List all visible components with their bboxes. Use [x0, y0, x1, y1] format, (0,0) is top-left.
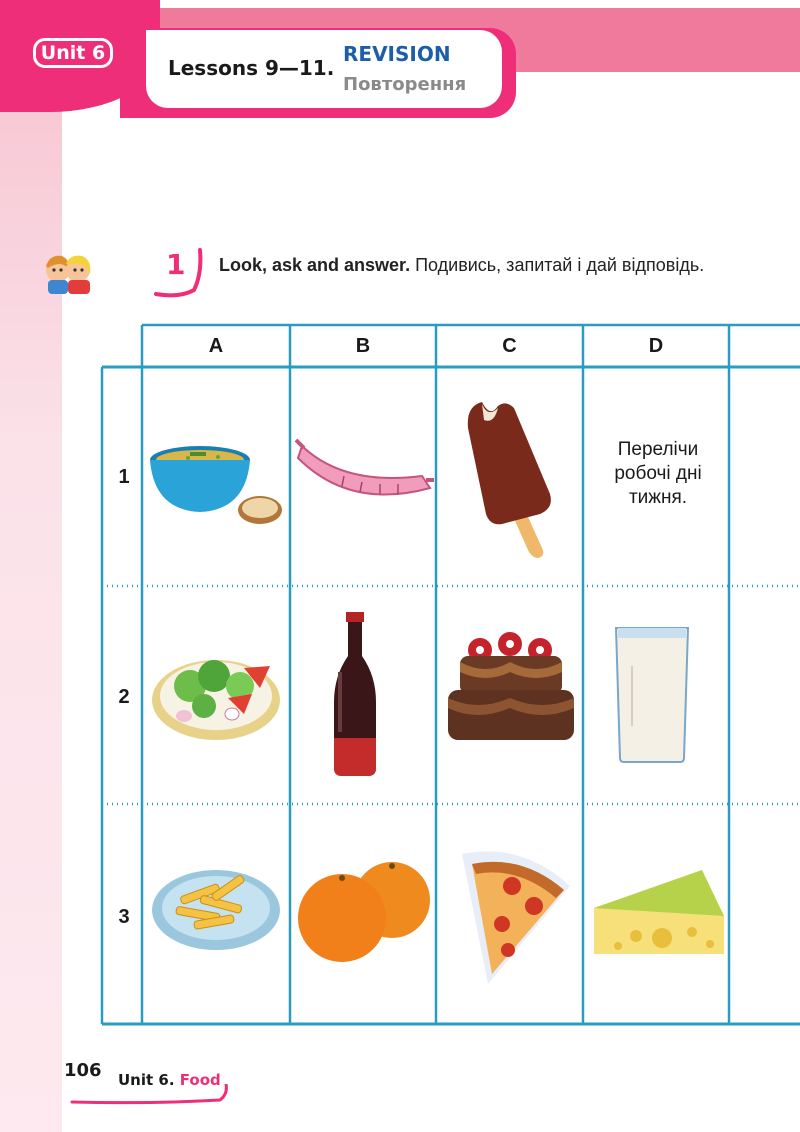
- column-header-c: C: [502, 335, 517, 357]
- instruction-bold: Look, ask and answer.: [219, 255, 411, 275]
- row-header-1: 1: [118, 466, 130, 488]
- unit-badge: Unit 6: [33, 38, 113, 68]
- soup-with-bread-image: [148, 440, 286, 528]
- column-header-a: A: [208, 335, 224, 357]
- exercise-number: 1: [166, 248, 186, 281]
- footer-topic: Food: [179, 1071, 221, 1089]
- glass-of-milk-image: [612, 626, 692, 764]
- revision-subtitle: Повторення: [343, 74, 467, 95]
- column-header-b: B: [355, 335, 371, 357]
- oranges-image: [296, 860, 436, 964]
- column-header-d: D: [648, 335, 664, 357]
- sausage-image: [294, 436, 436, 506]
- pizza-slice-image: [452, 846, 572, 986]
- soda-bottle-image: [330, 612, 382, 778]
- chips-plate-image: [150, 860, 282, 952]
- footer-unit-title: [118, 1071, 221, 1089]
- cheese-image: [592, 866, 728, 958]
- row-header-3: 3: [118, 906, 130, 928]
- page-number: 106: [64, 1060, 102, 1081]
- row-header-2: 2: [118, 686, 130, 708]
- footer-unit: Unit 6.: [118, 1071, 175, 1089]
- ice-cream-image: [462, 398, 562, 558]
- cake-image: [446, 632, 576, 746]
- lessons-label: Lessons 9—11.: [168, 56, 335, 80]
- instruction-rest: Подивись, запитай і дай відповідь.: [410, 255, 705, 275]
- revision-title: REVISION: [343, 42, 451, 66]
- salad-image: [148, 628, 284, 746]
- cell-1d-task: Перелічи робочі дні тижня.: [614, 439, 702, 508]
